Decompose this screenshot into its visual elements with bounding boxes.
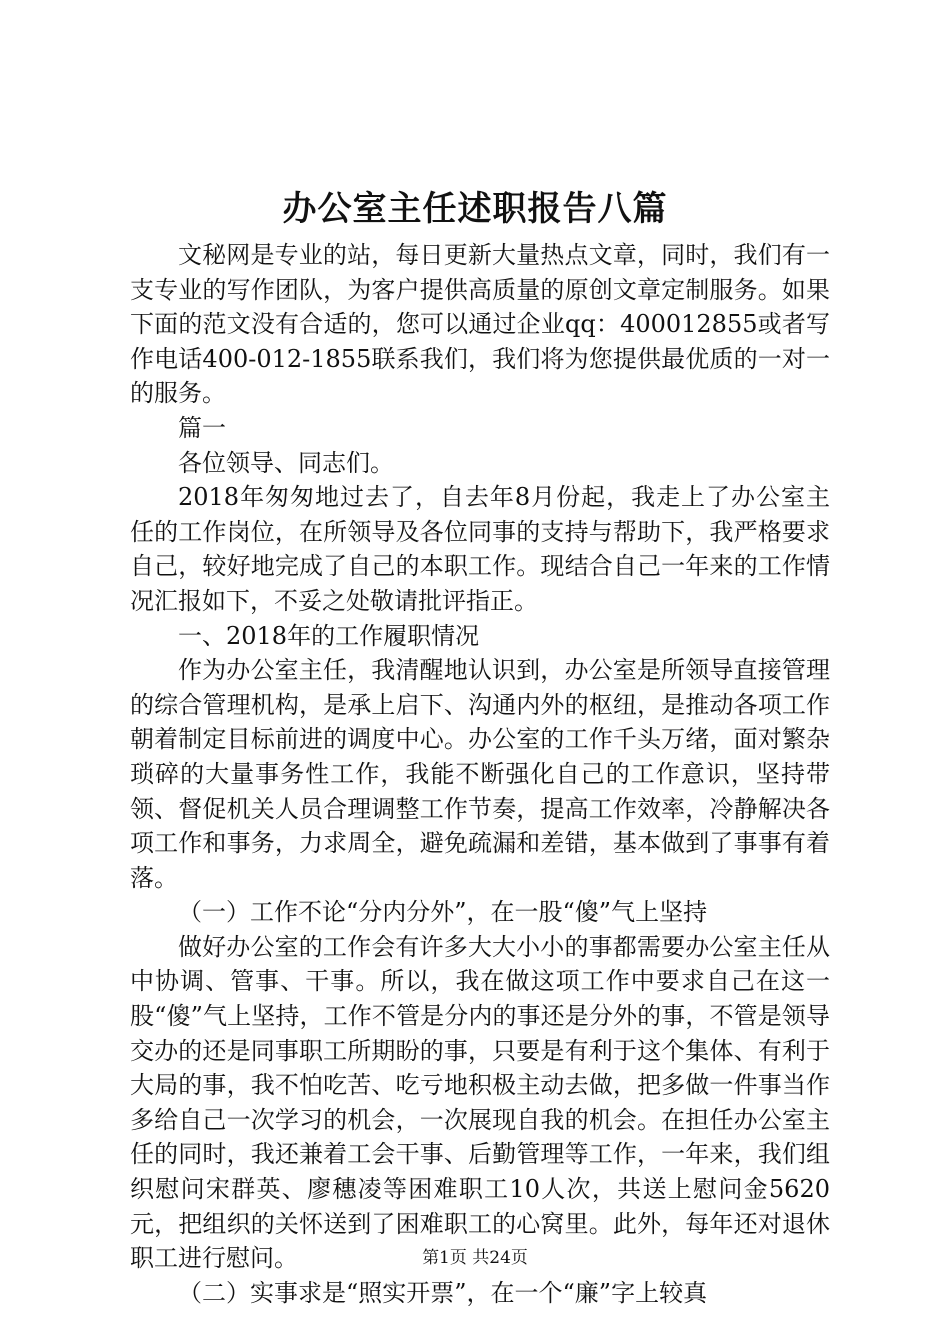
document-title: 办公室主任述职报告八篇 — [282, 189, 668, 229]
heading-subsection-2: （二）实事求是“照实开票”，在一个“廉”字上较真 — [178, 1278, 708, 1307]
heading-subsection-1: （一）工作不论“分内分外”，在一股“傻”气上坚持 — [178, 898, 708, 927]
heading-section-1: 一、2018年的工作履职情况 — [178, 621, 480, 650]
page-footer: 第1页 共24页 — [422, 1248, 528, 1268]
document-body — [130, 238, 830, 1310]
paragraph-subsection-1: 做好办公室的工作会有许多大大小小的事都需要办公室主任从中协调、管事、干事。所以，我在做这项工作中要求自己在这一股“傻”气上坚持，工作不管是分内的事还是分外的事，不管是领导交办的还是同事职工所期盼的事，只要是有利于这个集体、有利于大局的事，我不怕吃苦、吃亏地积极主动去做，把多做一件事当作多给自己一次学习的机会，一次展现自我的机会。在担任办公室主任的同时，我还兼着工会干事、后勤管理等工作，一年来，我们组织慰问宋群英、廖穗凌等困难职工10人次，共送上慰问金5620元，把组织的关怀送到了困难职工的心窝里。此外，每年还对退休职工进行慰问。 — [130, 932, 830, 1273]
paragraph-opening: 2018年匆匆地过去了，自去年8月份起，我走上了办公室主任的工作岗位，在所领导及各位同事的支持与帮助下，我严格要求自己，较好地完成了自己的本职工作。现结合自己一年来的工作情况汇报如下，不妥之处敬请批评指正。 — [130, 483, 830, 615]
paragraph-duties: 作为办公室主任，我清醒地认识到，办公室是所领导直接管理的综合管理机构，是承上启下、沟通内外的枢纽，是推动各项工作朝着制定目标前进的调度中心。办公室的工作千头万绪，面对繁杂琐碎的大量事务性工作，我能不断强化自己的工作意识，坚持带领、督促机关人员合理调整工作节奏，提高工作效率，冷静解决各项工作和事务，力求周全，避免疏漏和差错，基本做到了事事有着落。 — [130, 656, 830, 892]
paragraph-salutation: 各位领导、同志们。 — [178, 448, 394, 477]
paragraph-section-label: 篇一 — [178, 413, 226, 442]
paragraph-intro: 文秘网是专业的站，每日更新大量热点文章，同时，我们有一支专业的写作团队，为客户提供高质量的原创文章定制服务。如果下面的范文没有合适的，您可以通过企业qq：400012855或者写作电话400-012-1855联系我们，我们将为您提供最优质的一对一的服务。 — [130, 241, 830, 408]
